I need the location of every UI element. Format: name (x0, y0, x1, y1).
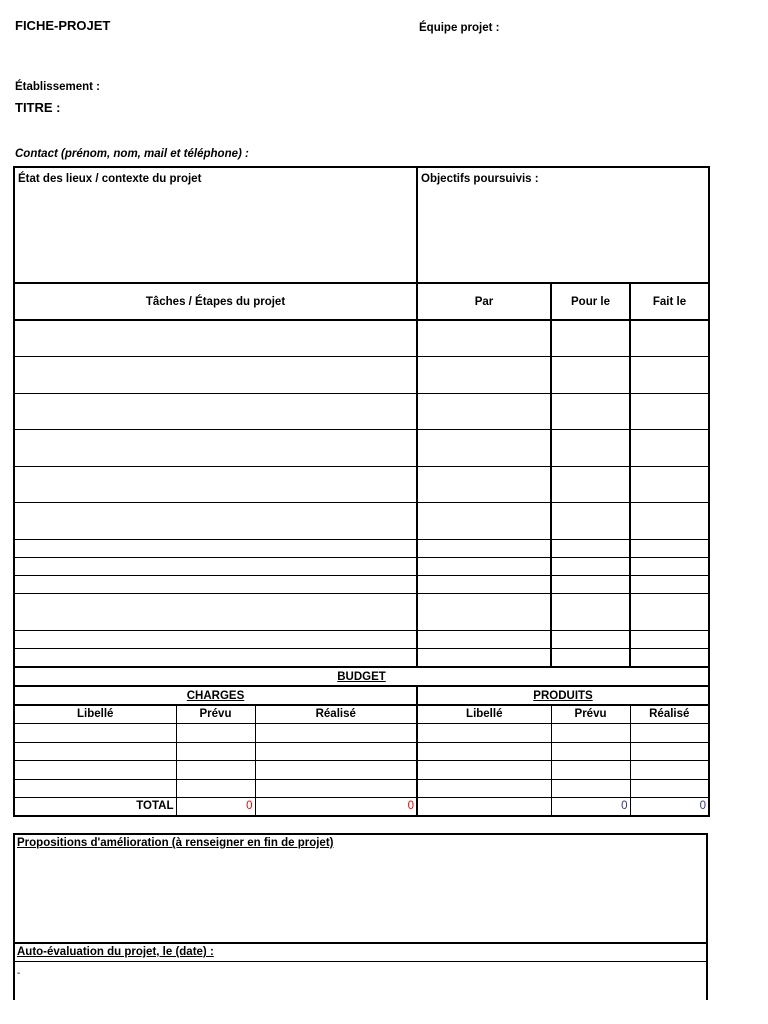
task-step-cell[interactable] (14, 320, 417, 356)
task-by-cell[interactable] (417, 575, 551, 593)
produits-label-cell[interactable] (417, 760, 551, 779)
charges-realise-cell[interactable] (255, 723, 417, 742)
task-done-cell[interactable] (630, 429, 709, 466)
task-by-cell[interactable] (417, 393, 551, 429)
produits-prevu-header: Prévu (551, 705, 630, 723)
self-eval-section[interactable] (15, 962, 706, 981)
budget-title-text: BUDGET (337, 670, 386, 683)
task-done-cell[interactable] (630, 575, 709, 593)
project-section (14, 167, 709, 320)
charges-prevu-cell[interactable] (176, 742, 255, 760)
produits-label-cell[interactable] (417, 742, 551, 760)
charges-realise-header: Réalisé (255, 705, 417, 723)
task-done-cell[interactable] (630, 502, 709, 539)
charges-label-cell[interactable] (14, 760, 176, 779)
project-sheet-table (13, 166, 710, 817)
task-step-cell[interactable] (14, 356, 417, 393)
task-due-cell[interactable] (551, 593, 630, 630)
task-step-cell[interactable] (14, 648, 417, 667)
improvements-label: Propositions d'amélioration (à renseigner en fin de projet) (17, 837, 334, 849)
task-by-cell[interactable] (417, 557, 551, 575)
charges-label-cell[interactable] (14, 723, 176, 742)
budget-header-section (14, 667, 709, 723)
task-row (14, 429, 709, 466)
produits-total-prevu: 0 (551, 797, 630, 816)
produits-prevu-cell[interactable] (551, 742, 630, 760)
produits-realise-header: Réalisé (630, 705, 709, 723)
tasks-by-header: Par (417, 283, 551, 320)
review-box (13, 833, 708, 1000)
tasks-step-header: Tâches / Étapes du projet (14, 283, 417, 320)
charges-label-cell[interactable] (14, 742, 176, 760)
task-step-cell[interactable] (14, 502, 417, 539)
produits-prevu-cell[interactable] (551, 779, 630, 797)
contact-label: Contact (prénom, nom, mail et téléphone) : (15, 148, 249, 160)
task-row (14, 593, 709, 630)
produits-total-label-cell (417, 797, 551, 816)
task-step-cell[interactable] (14, 539, 417, 557)
produits-realise-cell[interactable] (630, 779, 709, 797)
task-step-cell[interactable] (14, 575, 417, 593)
task-row (14, 466, 709, 502)
task-row (14, 393, 709, 429)
charges-total-realise: 0 (255, 797, 417, 816)
tasks-header-row (14, 283, 709, 320)
produits-label-cell[interactable] (417, 779, 551, 797)
charges-label-header: Libellé (14, 705, 176, 723)
charges-title-text: CHARGES (186, 689, 245, 702)
task-done-cell[interactable] (630, 539, 709, 557)
task-due-cell[interactable] (551, 466, 630, 502)
task-by-cell[interactable] (417, 593, 551, 630)
improvements-section[interactable] (15, 835, 706, 944)
task-row (14, 630, 709, 648)
task-step-cell[interactable] (14, 593, 417, 630)
task-due-cell[interactable] (551, 502, 630, 539)
produits-realise-cell[interactable] (630, 723, 709, 742)
task-step-cell[interactable] (14, 630, 417, 648)
budget-title (14, 667, 709, 686)
charges-prevu-cell[interactable] (176, 723, 255, 742)
task-by-cell[interactable] (417, 429, 551, 466)
context-cell[interactable] (14, 167, 417, 283)
produits-prevu-cell[interactable] (551, 723, 630, 742)
task-due-cell[interactable] (551, 356, 630, 393)
task-due-cell[interactable] (551, 575, 630, 593)
task-due-cell[interactable] (551, 630, 630, 648)
task-done-cell[interactable] (630, 393, 709, 429)
budget-total-row (14, 797, 709, 816)
task-by-cell[interactable] (417, 320, 551, 356)
task-due-cell[interactable] (551, 648, 630, 667)
self-eval-label: Auto-évaluation du projet, le (date) : (17, 946, 214, 958)
budget-rows (14, 723, 709, 797)
task-by-cell[interactable] (417, 356, 551, 393)
tasks-done-header: Fait le (630, 283, 709, 320)
self-eval-header (15, 944, 706, 962)
charges-prevu-header: Prévu (176, 705, 255, 723)
task-step-cell[interactable] (14, 393, 417, 429)
budget-total-section (14, 797, 709, 816)
task-rows (14, 320, 709, 667)
team-label: Équipe projet : (419, 22, 500, 34)
budget-row (14, 760, 709, 779)
page-title: FICHE-PROJET (15, 18, 111, 33)
task-row (14, 356, 709, 393)
produits-label-cell[interactable] (417, 723, 551, 742)
task-due-cell[interactable] (551, 557, 630, 575)
charges-title (14, 686, 417, 705)
task-row (14, 502, 709, 539)
task-by-cell[interactable] (417, 630, 551, 648)
task-step-cell[interactable] (14, 429, 417, 466)
task-by-cell[interactable] (417, 502, 551, 539)
tasks-due-header: Pour le (551, 283, 630, 320)
titre-label: TITRE : (15, 100, 61, 115)
establishment-label: Établissement : (15, 81, 100, 93)
task-due-cell[interactable] (551, 320, 630, 356)
task-row (14, 557, 709, 575)
task-due-cell[interactable] (551, 393, 630, 429)
task-row (14, 648, 709, 667)
budget-row (14, 723, 709, 742)
produits-title (417, 686, 709, 705)
task-done-cell[interactable] (630, 593, 709, 630)
charges-realise-cell[interactable] (255, 760, 417, 779)
task-done-cell[interactable] (630, 630, 709, 648)
budget-row (14, 779, 709, 797)
total-label: TOTAL (14, 797, 176, 816)
charges-prevu-cell[interactable] (176, 760, 255, 779)
self-eval-value: - (17, 968, 21, 979)
charges-label-cell[interactable] (14, 779, 176, 797)
task-done-cell[interactable] (630, 648, 709, 667)
task-by-cell[interactable] (417, 466, 551, 502)
task-by-cell[interactable] (417, 539, 551, 557)
produits-title-text: PRODUITS (533, 689, 593, 702)
task-row (14, 575, 709, 593)
task-row (14, 539, 709, 557)
objectives-label: Objectifs poursuivis : (421, 173, 539, 185)
produits-label-header: Libellé (417, 705, 551, 723)
context-label: État des lieux / contexte du projet (18, 173, 202, 185)
task-row (14, 320, 709, 356)
produits-total-realise: 0 (630, 797, 709, 816)
charges-realise-cell[interactable] (255, 779, 417, 797)
task-by-cell[interactable] (417, 648, 551, 667)
budget-sections-row (14, 686, 709, 705)
budget-title-row (14, 667, 709, 686)
task-due-cell[interactable] (551, 429, 630, 466)
produits-prevu-cell[interactable] (551, 760, 630, 779)
task-done-cell[interactable] (630, 356, 709, 393)
context-objectives-row (14, 167, 709, 283)
produits-realise-cell[interactable] (630, 742, 709, 760)
budget-row (14, 742, 709, 760)
budget-columns-row (14, 705, 709, 723)
task-due-cell[interactable] (551, 539, 630, 557)
produits-realise-cell[interactable] (630, 760, 709, 779)
task-step-cell[interactable] (14, 466, 417, 502)
task-step-cell[interactable] (14, 557, 417, 575)
charges-prevu-cell[interactable] (176, 779, 255, 797)
charges-realise-cell[interactable] (255, 742, 417, 760)
task-done-cell[interactable] (630, 466, 709, 502)
task-done-cell[interactable] (630, 557, 709, 575)
charges-total-prevu: 0 (176, 797, 255, 816)
objectives-cell[interactable] (417, 167, 709, 283)
task-done-cell[interactable] (630, 320, 709, 356)
